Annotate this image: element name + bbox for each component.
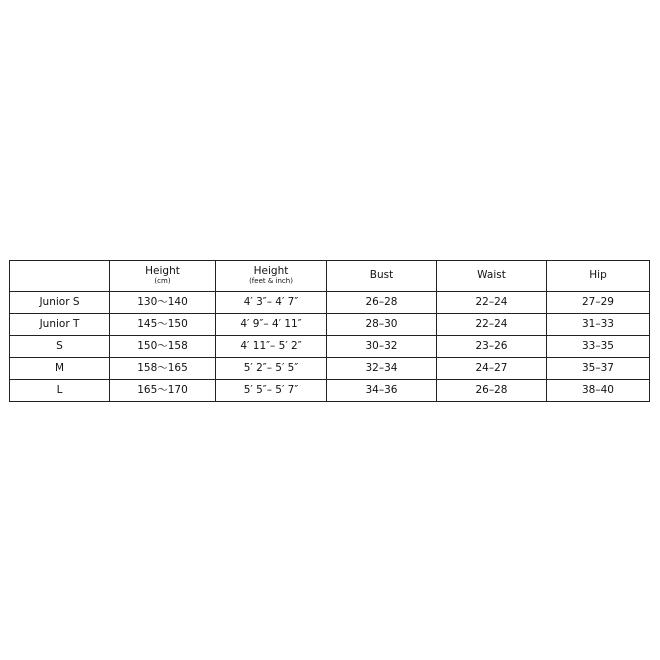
bust-cell: 30–32 xyxy=(327,336,437,358)
table-row xyxy=(10,380,650,402)
header-cell-height-ft xyxy=(216,261,327,292)
size-label: Junior T xyxy=(10,314,110,336)
height-cm-cell: 130～140 xyxy=(110,292,216,314)
bust-cell: 32–34 xyxy=(327,358,437,380)
header-label: Height xyxy=(253,264,289,277)
height-cm-cell: 145～150 xyxy=(110,314,216,336)
table-row xyxy=(10,314,650,336)
hip-cell: 27–29 xyxy=(547,292,650,314)
header-label: Bust xyxy=(369,269,394,282)
size-chart-table xyxy=(9,260,650,402)
waist-cell: 24–27 xyxy=(437,358,547,380)
hip-cell: 38–40 xyxy=(547,380,650,402)
hip-cell: 33–35 xyxy=(547,336,650,358)
header-cell-height-cm xyxy=(110,261,216,292)
header-cell-bust xyxy=(327,261,437,292)
header-cell-waist xyxy=(437,261,547,292)
header-unit: (cm) xyxy=(154,277,171,286)
height-cm-cell: 165～170 xyxy=(110,380,216,402)
header-unit: (feet & inch) xyxy=(249,277,293,286)
header-cell-hip xyxy=(547,261,650,292)
waist-cell: 22–24 xyxy=(437,314,547,336)
height-ft-cell: 5′ 5″– 5′ 7″ xyxy=(216,380,327,402)
height-ft-cell: 4′ 11″– 5′ 2″ xyxy=(216,336,327,358)
header-row xyxy=(10,261,650,292)
height-ft-cell: 4′ 3″– 4′ 7″ xyxy=(216,292,327,314)
waist-cell: 26–28 xyxy=(437,380,547,402)
table-row xyxy=(10,336,650,358)
size-label: Junior S xyxy=(10,292,110,314)
size-label: S xyxy=(10,336,110,358)
header-label: Waist xyxy=(477,269,506,282)
hip-cell: 35–37 xyxy=(547,358,650,380)
waist-cell: 23–26 xyxy=(437,336,547,358)
table-row xyxy=(10,358,650,380)
size-label: M xyxy=(10,358,110,380)
bust-cell: 28–30 xyxy=(327,314,437,336)
height-cm-cell: 158～165 xyxy=(110,358,216,380)
header-label: Hip xyxy=(589,269,607,282)
bust-cell: 26–28 xyxy=(327,292,437,314)
waist-cell: 22–24 xyxy=(437,292,547,314)
height-cm-cell: 150～158 xyxy=(110,336,216,358)
size-label: L xyxy=(10,380,110,402)
header-cell-size xyxy=(10,261,110,292)
header-label: Height xyxy=(145,264,180,277)
height-ft-cell: 5′ 2″– 5′ 5″ xyxy=(216,358,327,380)
table-row xyxy=(10,292,650,314)
height-ft-cell: 4′ 9″– 4′ 11″ xyxy=(216,314,327,336)
bust-cell: 34–36 xyxy=(327,380,437,402)
hip-cell: 31–33 xyxy=(547,314,650,336)
